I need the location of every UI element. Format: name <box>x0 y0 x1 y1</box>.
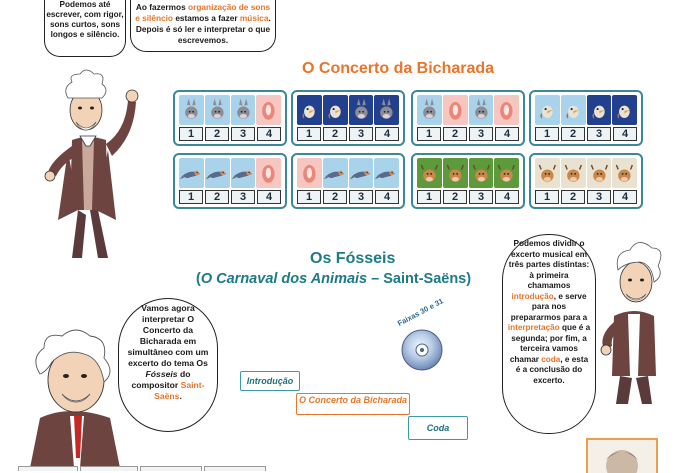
cow-icon <box>561 158 586 188</box>
bubble-italic-fosseis: Fósseis <box>145 369 178 379</box>
beat-number: 1 <box>535 127 559 141</box>
beat-numbers <box>297 127 399 141</box>
beat-number: 4 <box>613 127 637 141</box>
cd-icon[interactable] <box>398 324 446 372</box>
donkey-icon <box>469 95 494 125</box>
beat-numbers <box>417 190 519 204</box>
rest-icon <box>297 158 322 188</box>
subtitle-open: ( <box>196 271 201 287</box>
beat-number: 4 <box>375 127 399 141</box>
beat-number: 4 <box>257 127 281 141</box>
bubble-text-2: estamos a fazer <box>173 13 240 23</box>
subtitle-composer: Saint-Saëns <box>383 271 467 287</box>
beat-number: 2 <box>205 190 229 204</box>
bottom-tab[interactable] <box>80 466 138 471</box>
bubble-highlight-composer: Saint-Saëns <box>154 380 205 401</box>
bubble-text-1: Ao fazermos <box>135 2 189 12</box>
row2-card-3[interactable] <box>411 153 525 209</box>
beat-number: 1 <box>417 190 441 204</box>
bubble-text-1: Vamos agora interpretar O Concerto da Bicharada em simultâneo com um excerto do tema Os <box>127 303 209 368</box>
rest-icon <box>494 95 519 125</box>
intro-button[interactable]: Introdução <box>240 371 300 391</box>
rest-icon <box>256 95 281 125</box>
card-pictures <box>179 95 281 125</box>
beat-number: 1 <box>297 127 321 141</box>
card-pictures <box>535 95 637 125</box>
bubble-highlight-musica: música <box>239 13 269 23</box>
bubble-text-4: , e esta é a conclusão do excerto. <box>515 354 589 385</box>
bird-icon <box>323 95 348 125</box>
subtitle-sep: – <box>367 271 384 287</box>
card-pictures <box>179 158 281 188</box>
donkey-icon <box>205 95 230 125</box>
cow-icon <box>469 158 494 188</box>
beat-number: 3 <box>469 190 493 204</box>
row1-card-2[interactable] <box>291 90 405 146</box>
beat-number: 1 <box>417 127 441 141</box>
section-title: O Concerto da Bicharada <box>302 60 495 77</box>
subtitle-work: O Carnaval dos Animais <box>200 271 368 287</box>
rest-icon <box>256 158 281 188</box>
row2-card-4[interactable] <box>529 153 643 209</box>
beat-number: 2 <box>443 190 467 204</box>
beat-number: 4 <box>495 127 519 141</box>
piece-title: Os Fósseis <box>310 250 396 267</box>
speech-bubble-top-left <box>44 0 126 57</box>
bubble-highlight-interpretacao: interpretação <box>507 323 560 332</box>
bird-icon <box>561 95 586 125</box>
card-pictures <box>297 95 399 125</box>
beat-numbers <box>535 190 637 204</box>
swallow-icon <box>205 158 230 188</box>
bottom-tab[interactable] <box>18 466 78 471</box>
card-pictures <box>297 158 399 188</box>
beat-number: 2 <box>443 127 467 141</box>
piece-subtitle <box>196 271 471 287</box>
bubble-text: Podemos até escrever, com rigor, sons curtos, sons longos e silêncio. <box>46 0 124 39</box>
swallow-icon <box>231 158 256 188</box>
card-pictures <box>535 158 637 188</box>
cow-icon <box>587 158 612 188</box>
conductor-character-top <box>28 60 148 260</box>
cow-icon <box>612 158 637 188</box>
donkey-icon <box>231 95 256 125</box>
bubble-text-3: . Depois é só ler e interpretar o que escrevemos. <box>135 13 271 45</box>
subtitle-close: ) <box>466 271 472 287</box>
bubble-text-2: do compositor <box>131 369 191 390</box>
beat-number: 2 <box>323 127 347 141</box>
beat-numbers <box>535 127 637 141</box>
cow-icon <box>417 158 442 188</box>
beat-number: 3 <box>349 190 373 204</box>
donkey-icon <box>349 95 374 125</box>
card-pictures <box>417 158 519 188</box>
donkey-icon <box>179 95 204 125</box>
beat-number: 4 <box>495 190 519 204</box>
bubble-highlight-coda: coda <box>541 354 561 364</box>
beat-number: 3 <box>349 127 373 141</box>
beat-number: 2 <box>205 127 229 141</box>
beat-number: 3 <box>231 127 255 141</box>
beat-number: 2 <box>323 190 347 204</box>
beat-number: 4 <box>257 190 281 204</box>
cow-icon <box>535 158 560 188</box>
row1-card-3[interactable] <box>411 90 525 146</box>
bird-icon <box>297 95 322 125</box>
beat-number: 4 <box>375 190 399 204</box>
beat-number: 2 <box>561 127 585 141</box>
row1-card-1[interactable] <box>173 90 287 146</box>
bottom-tab[interactable] <box>140 466 202 471</box>
beat-number: 1 <box>297 190 321 204</box>
speech-bubble-right <box>502 234 596 434</box>
beat-numbers <box>417 127 519 141</box>
swallow-icon <box>374 158 399 188</box>
conductor-character-right <box>590 226 676 406</box>
beat-numbers <box>179 127 281 141</box>
cd-label: Faixas 30 e 31 <box>396 296 445 328</box>
speech-bubble-top-middle <box>130 0 276 52</box>
swallow-icon <box>179 158 204 188</box>
row1-card-4[interactable] <box>529 90 643 146</box>
beat-number: 2 <box>561 190 585 204</box>
beat-number: 1 <box>179 190 203 204</box>
beat-number: 3 <box>587 127 611 141</box>
bottom-tab[interactable] <box>204 466 266 471</box>
beat-number: 1 <box>535 190 559 204</box>
beat-number: 3 <box>587 190 611 204</box>
swallow-icon <box>349 158 374 188</box>
donkey-icon <box>417 95 442 125</box>
bottom-tab-strip <box>0 467 679 471</box>
bird-icon <box>535 95 560 125</box>
bubble-text-2: , e serve para nos prepararmos para a <box>510 291 588 322</box>
concerto-button[interactable] <box>296 393 410 415</box>
coda-button[interactable]: Coda <box>408 416 468 440</box>
beat-number: 3 <box>469 127 493 141</box>
beat-numbers <box>297 190 399 204</box>
beat-number: 4 <box>613 190 637 204</box>
bubble-text-1: Podemos dividir o excerto musical em três partes distintas: à primeira chamamos <box>508 239 590 290</box>
swallow-icon <box>323 158 348 188</box>
bubble-text-3: que é a segunda; por fim, a terceira vamos chamar <box>509 323 591 364</box>
bubble-highlight-introducao: introdução <box>511 291 554 301</box>
beat-number: 1 <box>179 127 203 141</box>
cow-icon <box>443 158 468 188</box>
row2-card-2[interactable] <box>291 153 405 209</box>
row2-card-1[interactable] <box>173 153 287 209</box>
rest-icon <box>443 95 468 125</box>
bubble-text-3: . <box>179 391 182 401</box>
beat-numbers <box>179 190 281 204</box>
bird-icon <box>587 95 612 125</box>
beat-number: 3 <box>231 190 255 204</box>
concerto-button-label: O Concerto da Bicharada <box>298 395 408 405</box>
bird-icon <box>612 95 637 125</box>
cow-icon <box>494 158 519 188</box>
speech-bubble-bottom-left <box>118 298 218 432</box>
bubble-highlight-organizacao: organização de sons e silêncio <box>135 2 271 23</box>
donkey-icon <box>374 95 399 125</box>
card-pictures <box>417 95 519 125</box>
